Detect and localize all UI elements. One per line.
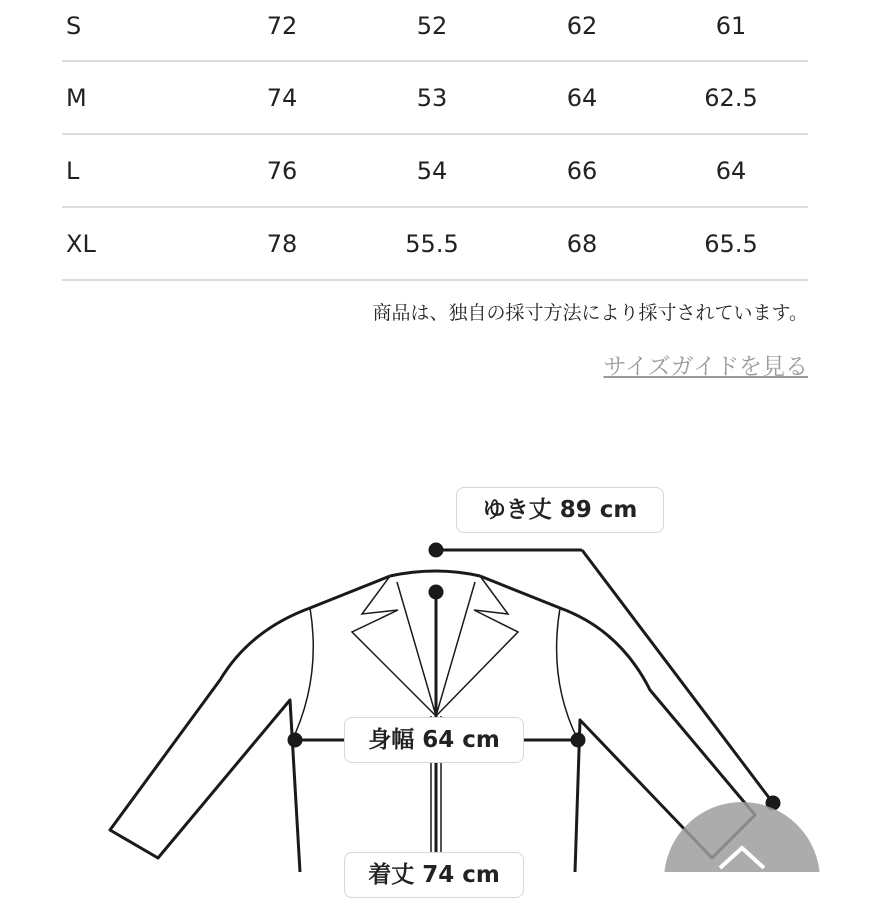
measure-cell: 76 xyxy=(266,156,298,185)
measure-cell: 62 xyxy=(566,12,598,40)
table-row xyxy=(62,0,808,62)
sleeve-length-label: ゆき丈 89 cm xyxy=(456,487,664,533)
measure-cell: 74 xyxy=(266,83,298,112)
body-width-label: 身幅 64 cm xyxy=(344,717,524,763)
measure-cell: 68 xyxy=(566,229,598,258)
measure-cell: 65.5 xyxy=(704,229,758,258)
jacket-illustration xyxy=(0,460,872,872)
size-guide-link[interactable]: サイズガイドを見る xyxy=(603,354,808,380)
measurement-note: 商品は、独自の採寸方法により採寸されています。 xyxy=(372,302,808,324)
size-cell: M xyxy=(66,83,87,112)
table-row xyxy=(62,135,808,208)
overlay-zoom-button[interactable] xyxy=(664,802,820,872)
measure-cell: 61 xyxy=(715,12,747,40)
table-row xyxy=(62,62,808,135)
body-length-label: 着丈 74 cm xyxy=(344,852,524,898)
measure-cell: 72 xyxy=(266,12,298,40)
garment-diagram xyxy=(0,460,872,888)
size-cell: XL xyxy=(66,229,96,258)
measure-cell: 62.5 xyxy=(704,83,758,112)
measure-cell: 52 xyxy=(416,12,448,40)
measure-cell: 53 xyxy=(416,83,448,112)
measure-cell: 78 xyxy=(266,229,298,258)
size-cell: S xyxy=(66,12,82,40)
measure-cell: 66 xyxy=(566,156,598,185)
size-table xyxy=(62,0,808,281)
sleeve-measure-line xyxy=(430,544,779,809)
measure-cell: 55.5 xyxy=(405,229,459,258)
table-row xyxy=(62,208,808,281)
measure-cell: 64 xyxy=(566,83,598,112)
measure-cell: 54 xyxy=(416,156,448,185)
size-cell: L xyxy=(66,156,80,185)
measure-cell: 64 xyxy=(715,156,747,185)
